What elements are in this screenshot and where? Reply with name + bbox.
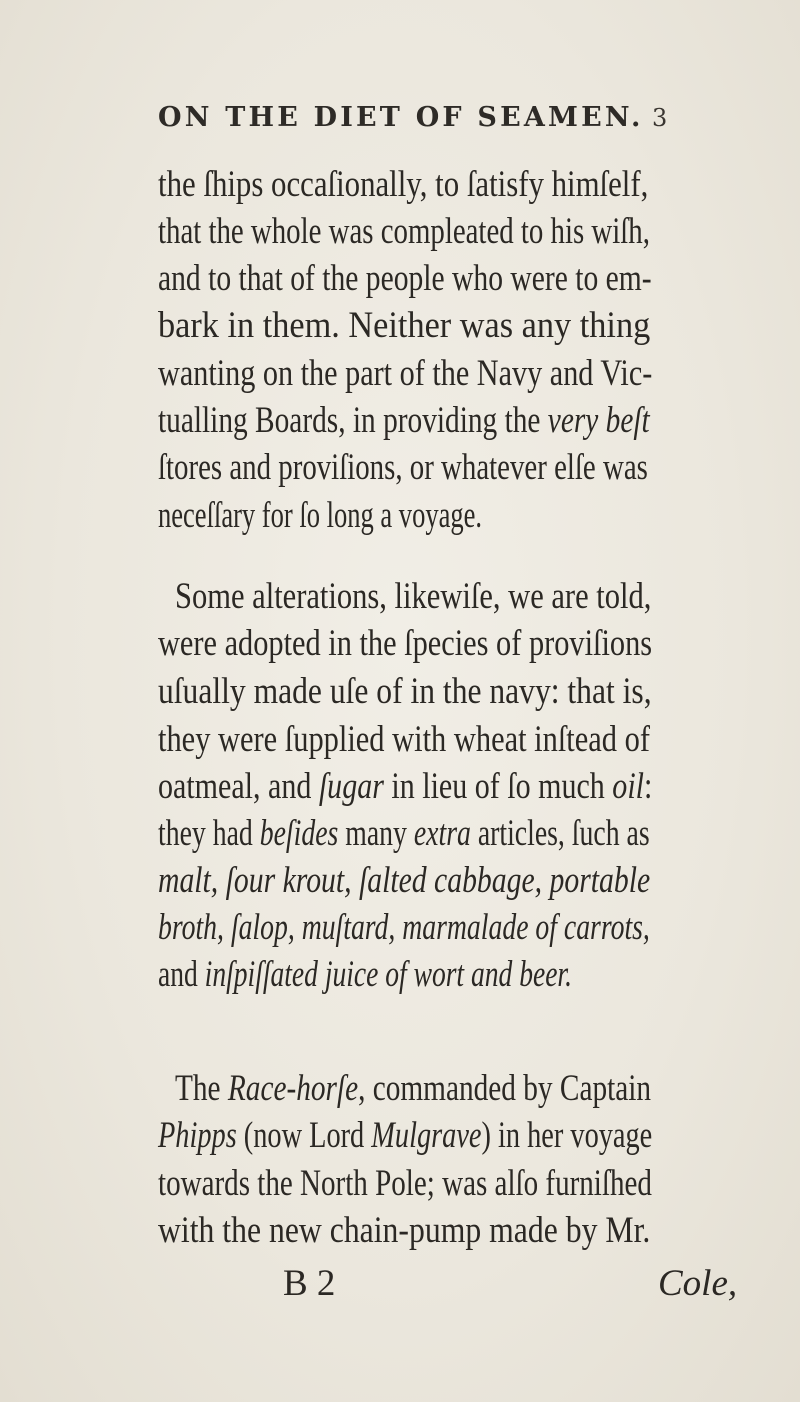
text-line: oatmeal, and ſugar in lieu of ſo much oil:	[158, 766, 653, 807]
text-line: Phipps (now Lord Mulgrave) in her voyage	[158, 1115, 653, 1156]
signature-mark: B 2	[283, 1263, 336, 1304]
running-head	[0, 102, 800, 142]
catchword: Cole,	[658, 1263, 738, 1304]
text-line: bark in them. Neither was any thing	[158, 305, 651, 346]
text-line: the ſhips occaſionally, to ſatisfy himſelf,	[158, 164, 649, 205]
text-line: were adopted in the ſpecies of proviſions	[158, 623, 653, 664]
text-line: they had beſides many extra articles, ſuch as	[158, 813, 650, 854]
text-line: wanting on the part of the Navy and Vic-	[158, 353, 653, 394]
text-line: they were ſupplied with wheat inſtead of	[158, 719, 650, 760]
page-footer	[0, 1262, 800, 1306]
text-line: and to that of the people who were to em-	[158, 258, 652, 299]
text-line: The Race-horſe, commanded by Captain	[175, 1068, 652, 1109]
text-line: malt, ſour krout, ſalted cabbage, portable	[158, 860, 651, 901]
page-number: 3	[652, 104, 668, 132]
text-line: with the new chain-pump made by Mr.	[158, 1210, 651, 1251]
text-line: tualling Boards, in providing the very beſt	[158, 400, 650, 441]
running-title: ON THE DIET OF SEAMEN.	[158, 102, 644, 133]
text-line: ſtores and proviſions, or whatever elſe was	[158, 447, 648, 488]
text-line: and inſpiſſated juice of wort and beer.	[158, 954, 572, 995]
text-line: uſually made uſe of in the navy: that is,	[158, 671, 652, 712]
text-line: broth, ſalop, muſtard, marmalade of carrots,	[158, 907, 650, 948]
text-line: that the whole was compleated to his wiſh,	[158, 211, 650, 252]
text-line: Some alterations, likewiſe, we are told,	[175, 576, 652, 617]
text-line: neceſſary for ſo long a voyage.	[158, 495, 483, 536]
text-line: towards the North Pole; was alſo furniſhed	[158, 1163, 652, 1204]
